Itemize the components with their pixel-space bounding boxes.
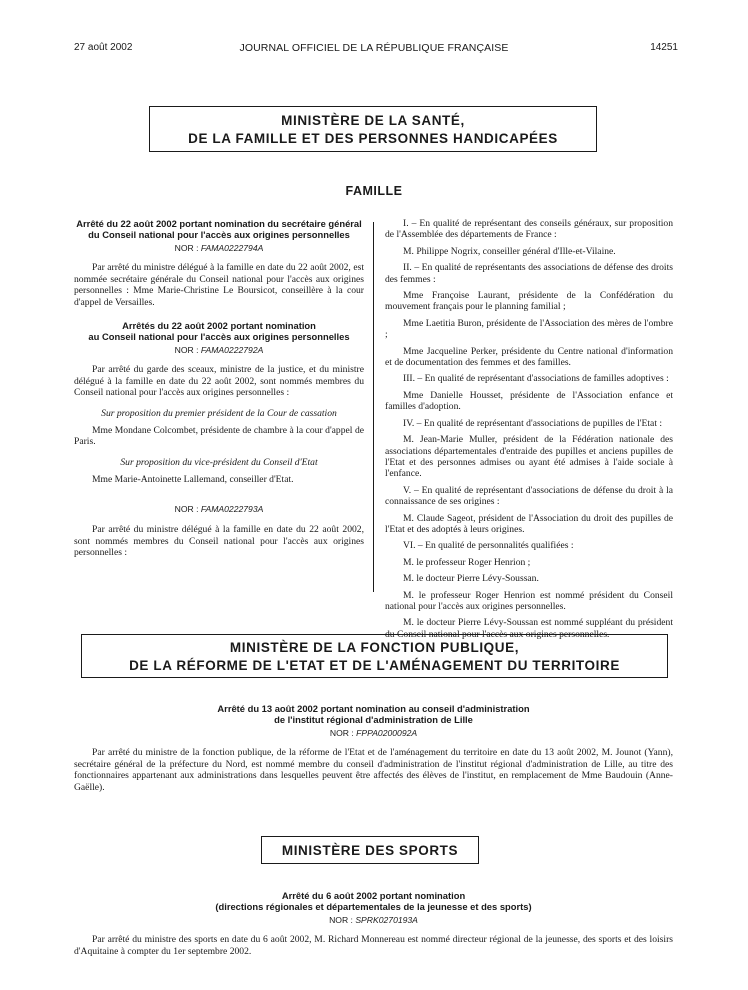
sports-arrete-title-line2: (directions régionales et départementales de la jeunesse et des sports) <box>215 901 532 912</box>
arrete-2-member-2: Mme Marie-Antoinette Lallemand, conseiller d'Etat. <box>92 474 294 486</box>
sports-arrete-title-line1: Arrêté du 6 août 2002 portant nomination <box>281 890 466 901</box>
arrete-1-nor: NOR : FAMA0222794A <box>174 243 264 253</box>
fonction-arrete-title-line1: Arrêté du 13 août 2002 portant nomination au conseil d'administration <box>217 703 530 714</box>
fonction-arrete-nor: NOR : FPPA0200092A <box>329 728 418 738</box>
right-para-4: Mme Françoise Laurant, présidente de la Confédération du mouvement français pour le planning familial ; <box>385 290 673 313</box>
arrete-1-body: Par arrêté du ministre délégué à la famille en date du 22 août 2002, est nommée secrétaire générale du Conseil national pour l'accès aux origines personnelles : Mme Marie-Christine Le Boursicot, conseillère à la cour d'appel de Versailles. <box>74 262 364 308</box>
ministry-fonction-line1: MINISTÈRE DE LA FONCTION PUBLIQUE, <box>229 640 520 655</box>
arrete-3-body: Par arrêté du ministre délégué à la famille en date du 22 août 2002, sont nommés membres du Conseil national pour l'accès aux origines personnelles : <box>74 524 364 558</box>
sports-arrete-body: Par arrêté du ministre des sports en date du 6 août 2002, M. Richard Monnereau est nommé directeur régional de la jeunesse, des sports et des loisirs d'Aquitaine à compter du 1er septembre 2002. <box>74 934 673 957</box>
right-para-10: M. Jean-Marie Muller, président de la Fédération nationale des associations départementales d'entraide des pupilles et anciens pupilles de l'Etat et des personnes admises ou ayant été admises à l'aide sociale à l'enfance. <box>385 434 673 480</box>
arrete-3-nor: NOR : FAMA0222793A <box>174 503 264 514</box>
header-date: 27 août 2002 <box>74 42 133 53</box>
arrete-1-nor-code: FAMA0222794A <box>200 243 264 253</box>
ministry-sante-box <box>149 106 597 152</box>
fonction-arrete <box>74 703 673 793</box>
right-para-15: M. le docteur Pierre Lévy-Soussan. <box>403 573 539 585</box>
left-column <box>74 218 364 558</box>
fonction-arrete-body: Par arrêté du ministre de la fonction publique, de la réforme de l'Etat et de l'aménagement du territoire en date du 13 août 2002, M. Jounot (Yann), secrétaire général de la préfecture du Nord, est nommé membre du conseil d'administration de l'institut régional d'administration de Lille, au titre des fonctionnaires appartenant aux administrations dans lesquelles peuvent être affectés des élèves de l'institut, en remplacement de Mme Baudouin (Anne-Gaëlle). <box>74 747 673 793</box>
arrete-3-nor-code: FAMA0222793A <box>200 503 264 514</box>
journal-title: JOURNAL OFFICIEL DE LA RÉPUBLIQUE FRANÇAISE <box>239 42 509 54</box>
ministry-sports-line1: MINISTÈRE DES SPORTS <box>281 843 459 858</box>
right-para-12: M. Claude Sageot, président de l'Association du droit des pupilles de l'Etat et des adoptés à leurs origines. <box>385 512 673 535</box>
sports-arrete-nor-code: SPRK0270193A <box>355 915 418 925</box>
ministry-fonction-box <box>81 634 668 678</box>
column-divider <box>373 222 374 592</box>
ministry-sante-line2: DE LA FAMILLE ET DES PERSONNES HANDICAPÉES <box>188 131 558 146</box>
arrete-2-subheading-conseil-etat: Sur proposition du vice-président du Conseil d'Etat <box>120 456 318 468</box>
fonction-arrete-title-line2: de l'institut régional d'administration de Lille <box>274 714 473 725</box>
arrete-2-member-1: Mme Mondane Colcombet, présidente de chambre à la cour d'appel de Paris. <box>74 425 364 448</box>
right-para-13: VI. – En qualité de personnalités qualifiées : <box>403 540 574 552</box>
arrete-2-subheading-cassation: Sur proposition du premier président de la Cour de cassation <box>101 407 337 419</box>
sports-arrete <box>74 890 673 957</box>
right-para-14: M. le professeur Roger Henrion ; <box>403 556 531 568</box>
right-para-17: M. le docteur Pierre Lévy-Soussan est nommé suppléant du président du Conseil national pour l'accès aux origines personnelles. <box>385 617 673 640</box>
right-para-7: III. – En qualité de représentant d'associations de familles adoptives : <box>403 373 669 385</box>
arrete-2-title-line2: au Conseil national pour l'accès aux origines personnelles <box>88 331 350 343</box>
arrete-1-title: Arrêté du 22 août 2002 portant nomination du secrétaire général du Conseil national pour l'accès aux origines personnelles <box>76 218 362 240</box>
right-column <box>385 218 673 640</box>
arrete-2-nor: NOR : FAMA0222792A <box>174 345 264 356</box>
right-para-6: Mme Jacqueline Perker, présidente du Centre national d'information et de documentation des femmes et des familles. <box>385 345 673 369</box>
right-para-2: M. Philippe Nogrix, conseiller général d'Ille-et-Vilaine. <box>403 245 616 257</box>
right-para-9: IV. – En qualité de représentant d'associations de pupilles de l'Etat : <box>403 417 663 429</box>
right-para-5: Mme Laetitia Buron, présidente de l'Association des mères de l'ombre ; <box>385 317 673 341</box>
sports-arrete-nor: NOR : SPRK0270193A <box>329 915 418 925</box>
ministry-sports-box <box>261 836 479 864</box>
arrete-2-nor-code: FAMA0222792A <box>200 345 264 356</box>
right-para-3: II. – En qualité de représentants des associations de défense des droits des femmes : <box>385 262 673 285</box>
ministry-sante-line1: MINISTÈRE DE LA SANTÉ, <box>281 113 465 128</box>
right-para-8: Mme Danielle Housset, présidente de l'Association enfance et familles d'adoption. <box>385 389 673 413</box>
page-number: 14251 <box>650 42 678 53</box>
right-para-16: M. le professeur Roger Henrion est nommé président du Conseil national pour l'accès aux origines personnelles. <box>385 589 673 612</box>
arrete-2-title-line1: Arrêtés du 22 août 2002 portant nomination <box>122 320 316 332</box>
ministry-fonction-line2: DE LA RÉFORME DE L'ETAT ET DE L'AMÉNAGEMENT DU TERRITOIRE <box>129 658 620 673</box>
right-para-1: I. – En qualité de représentant des conseils généraux, sur proposition de l'Assemblée des départements de France : <box>385 218 673 241</box>
fonction-arrete-nor-code: FPPA0200092A <box>356 728 418 738</box>
section-famille-heading: FAMILLE <box>345 184 403 198</box>
right-para-11: V. – En qualité de représentant d'associations de défense du droit à la connaissance de ses origines : <box>385 484 673 508</box>
arrete-2-body: Par arrêté du garde des sceaux, ministre de la justice, et du ministre délégué à la famille en date du 22 août 2002, sont nommés membres du Conseil national pour l'accès aux origines personnelles : <box>74 364 364 399</box>
